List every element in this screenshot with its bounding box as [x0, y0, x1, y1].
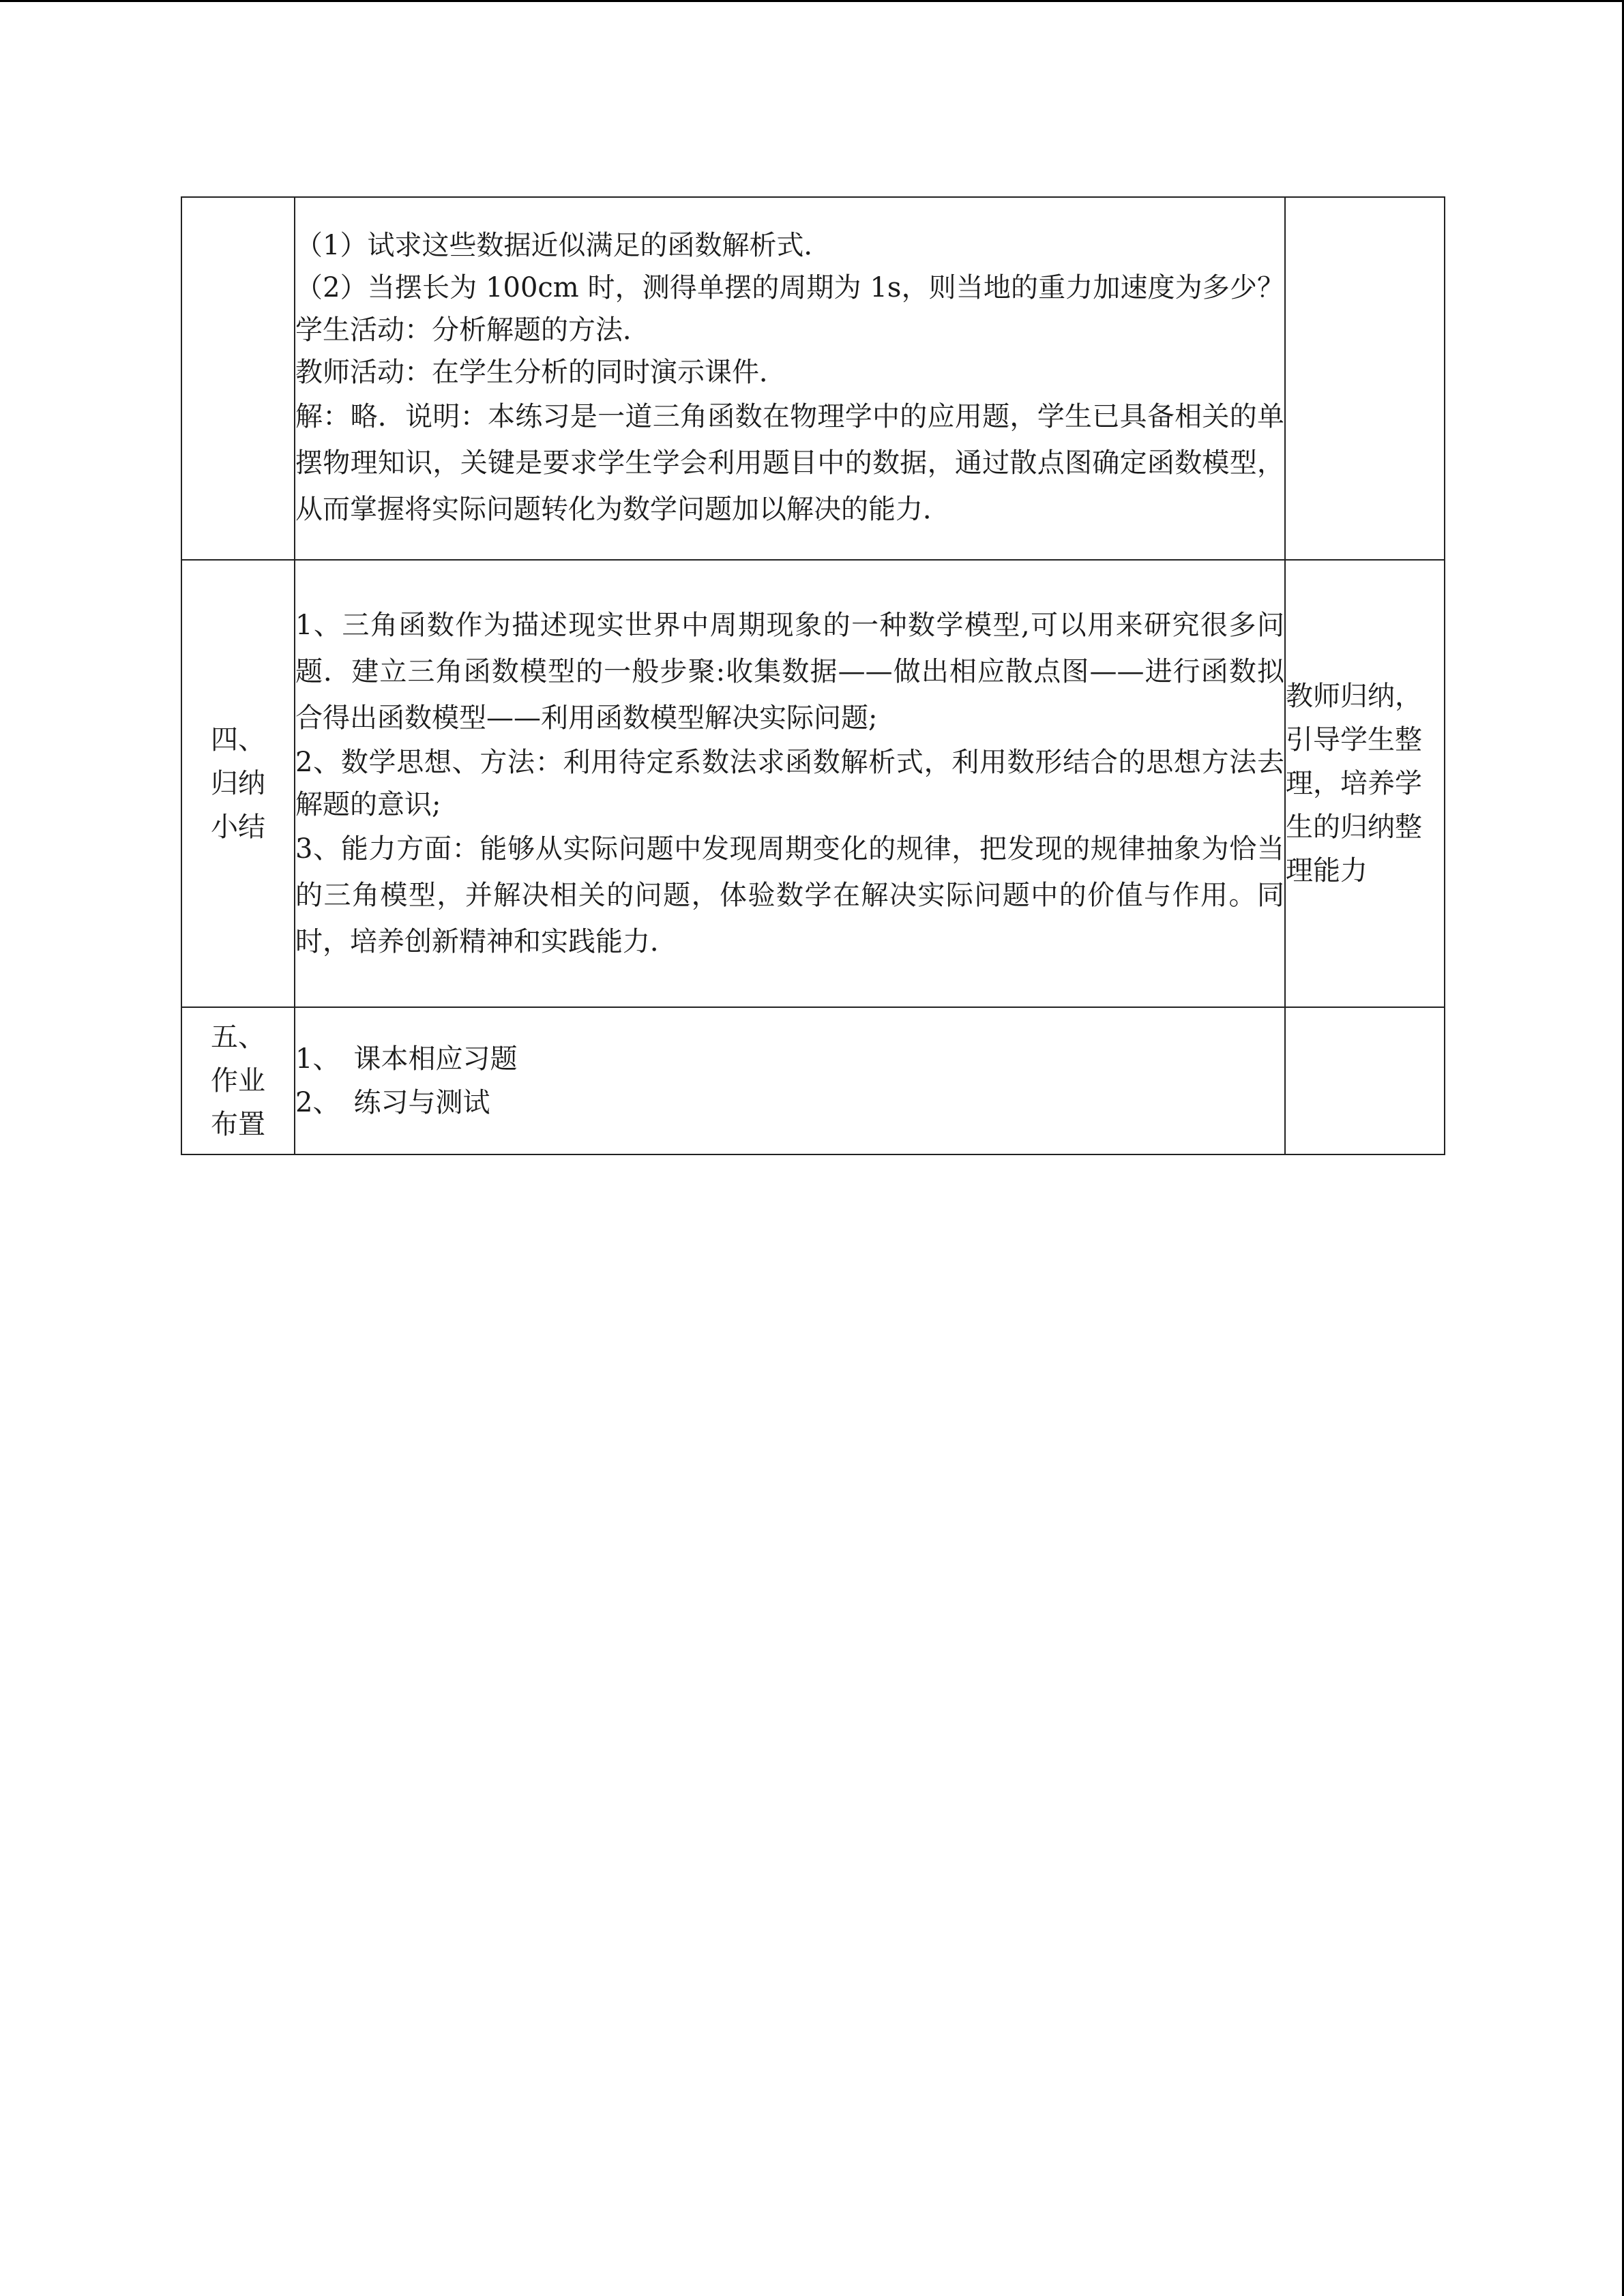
- teacher-activity: 教师活动：在学生分析的同时演示课件．: [295, 357, 786, 388]
- table-row-homework: [181, 1007, 1445, 1154]
- solution-note: 解：略．说明：本练习是一道三角函数在物理学中的应用题，学生已具备相关的单摆物理知识，关键是要求学生学会利用题目中的数据，通过散点图确定函数模型，从而掌握将实际问题转化为数学问题加以解决的能力．: [295, 401, 1284, 525]
- summary-point-3: 3、能力方面：能够从实际问题中发现周期变化的规律，把发现的规律抽象为恰当的三角模型，并解决相关的问题，体验数学在解决实际问题中的价值与作用。同时，培养创新精神和实践能力．: [295, 833, 1284, 957]
- summary-point-1: 1、三角函数作为描述现实世界中周期现象的一种数学模型,可以用来研究很多问题．建立三角函数模型的一般步聚:收集数据——做出相应散点图——进行函数拟合得出函数模型——利用函数模型解决实际问题;: [295, 610, 1284, 734]
- section-title-line-2: 布置: [211, 1109, 265, 1140]
- section-label-homework: [181, 1007, 295, 1154]
- lesson-plan-table: [181, 196, 1445, 1155]
- teacher-note: 教师归纳，引导学生整理，培养学生的归纳整理能力: [1286, 681, 1422, 886]
- summary-point-2: 2、数学思想、方法：利用待定系数法求函数解析式，利用数形结合的思想方法去解题的意识;: [295, 747, 1284, 820]
- section-title-line-1: 归纳: [211, 768, 265, 799]
- table-row-exercise: [181, 197, 1445, 560]
- content-cell-exercise: [295, 197, 1285, 560]
- homework-item-1: 1、 课本相应习题: [295, 1043, 518, 1075]
- section-title-line-1: 作业: [211, 1065, 265, 1097]
- section-label-cell-empty: [181, 197, 295, 560]
- homework-item-2: 2、 练习与测试: [295, 1087, 490, 1118]
- page-top-border: [0, 0, 1624, 2]
- section-number: 五、: [211, 1022, 265, 1053]
- table-row-summary: [181, 560, 1445, 1007]
- section-title-line-2: 小结: [211, 811, 265, 843]
- content-cell-summary: [295, 560, 1285, 1007]
- exercise-question-1: （1）试求这些数据近似满足的函数解析式．: [295, 230, 831, 261]
- note-cell-empty: [1285, 1007, 1445, 1154]
- note-cell-empty: [1285, 197, 1445, 560]
- section-number: 四、: [211, 724, 265, 756]
- content-cell-homework: [295, 1007, 1285, 1154]
- note-cell-summary: [1285, 560, 1445, 1007]
- section-label-summary: [181, 560, 295, 1007]
- exercise-question-2: （2）当摆长为 100cm 时，测得单摆的周期为 1s，则当地的重力加速度为多少？学生活动：分析解题的方法．: [295, 272, 1284, 346]
